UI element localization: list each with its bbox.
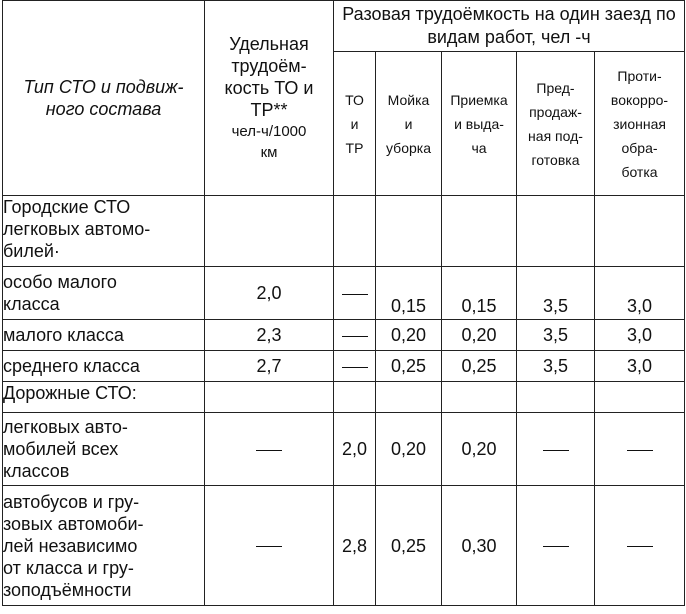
cell-value: 2,7 <box>205 351 334 382</box>
table-row <box>3 413 685 486</box>
cell-value: 3,0 <box>595 267 685 320</box>
cell-value: 2,0 <box>205 267 334 320</box>
dash-mark <box>342 367 368 368</box>
header-reception: Приемка и выда- ча <box>442 52 517 196</box>
dash-mark <box>627 450 653 451</box>
header-washing: Мойка и уборка <box>376 52 442 196</box>
cell-value: 3,5 <box>517 267 595 320</box>
table-row <box>3 486 685 606</box>
cell-value: 3,5 <box>517 320 595 351</box>
row-label: Городские СТО легковых автомо- билей· <box>3 196 205 267</box>
cell-value <box>517 413 595 486</box>
row-label: среднего класса <box>3 351 205 382</box>
cell-value <box>517 486 595 606</box>
header-specific-labor: Удельная трудоём- кость ТО и ТР** чел-ч/1000 км <box>205 1 334 196</box>
row-label: малого класса <box>3 320 205 351</box>
cell-value: 2,8 <box>334 486 376 606</box>
cell-value <box>205 413 334 486</box>
row-label: автобусов и гру- зовых автомоби- лей независимо от класса и гру- зоподъёмности <box>3 486 205 606</box>
cell-value: 0,20 <box>442 320 517 351</box>
cell-value: 0,20 <box>376 413 442 486</box>
cell-value <box>334 267 376 320</box>
cell-value: 3,0 <box>595 320 685 351</box>
dash-mark <box>543 450 569 451</box>
header-to-tr: ТО и ТР <box>334 52 376 196</box>
header-presale: Пред- продаж- ная под- готовка <box>517 52 595 196</box>
dash-mark <box>543 546 569 547</box>
row-label: Дорожные СТО: <box>3 382 205 413</box>
table-row <box>3 320 685 351</box>
table-row <box>3 196 685 267</box>
cell-value <box>334 351 376 382</box>
header-station-type: Тип СТО и подвиж- ного состава <box>3 1 205 196</box>
header-per-visit-labor: Разовая трудоёмкость на один заезд по видам работ, чел -ч <box>334 1 685 52</box>
row-label: легковых авто- мобилей всех классов <box>3 413 205 486</box>
cell-value <box>595 486 685 606</box>
table-row <box>3 382 685 413</box>
row-label: особо малого класса <box>3 267 205 320</box>
cell-value: 0,20 <box>442 413 517 486</box>
dash-mark <box>342 294 368 295</box>
dash-mark <box>342 336 368 337</box>
header-anticorrosion: Проти- вокорро- зионная обра- ботка <box>595 52 685 196</box>
cell-value: 0,20 <box>376 320 442 351</box>
labor-norms-table <box>2 0 685 606</box>
table-row <box>3 351 685 382</box>
cell-value <box>595 413 685 486</box>
cell-value: 2,3 <box>205 320 334 351</box>
cell-value <box>205 486 334 606</box>
cell-value: 0,25 <box>376 486 442 606</box>
table-row <box>3 267 685 320</box>
cell-value: 3,0 <box>595 351 685 382</box>
cell-value: 0,25 <box>376 351 442 382</box>
cell-value: 0,25 <box>442 351 517 382</box>
cell-value: 0,15 <box>376 267 442 320</box>
dash-mark <box>256 450 282 451</box>
dash-mark <box>256 546 282 547</box>
cell-value: 3,5 <box>517 351 595 382</box>
cell-value: 2,0 <box>334 413 376 486</box>
dash-mark <box>627 546 653 547</box>
cell-value: 0,15 <box>442 267 517 320</box>
cell-value <box>334 320 376 351</box>
cell-value: 0,30 <box>442 486 517 606</box>
